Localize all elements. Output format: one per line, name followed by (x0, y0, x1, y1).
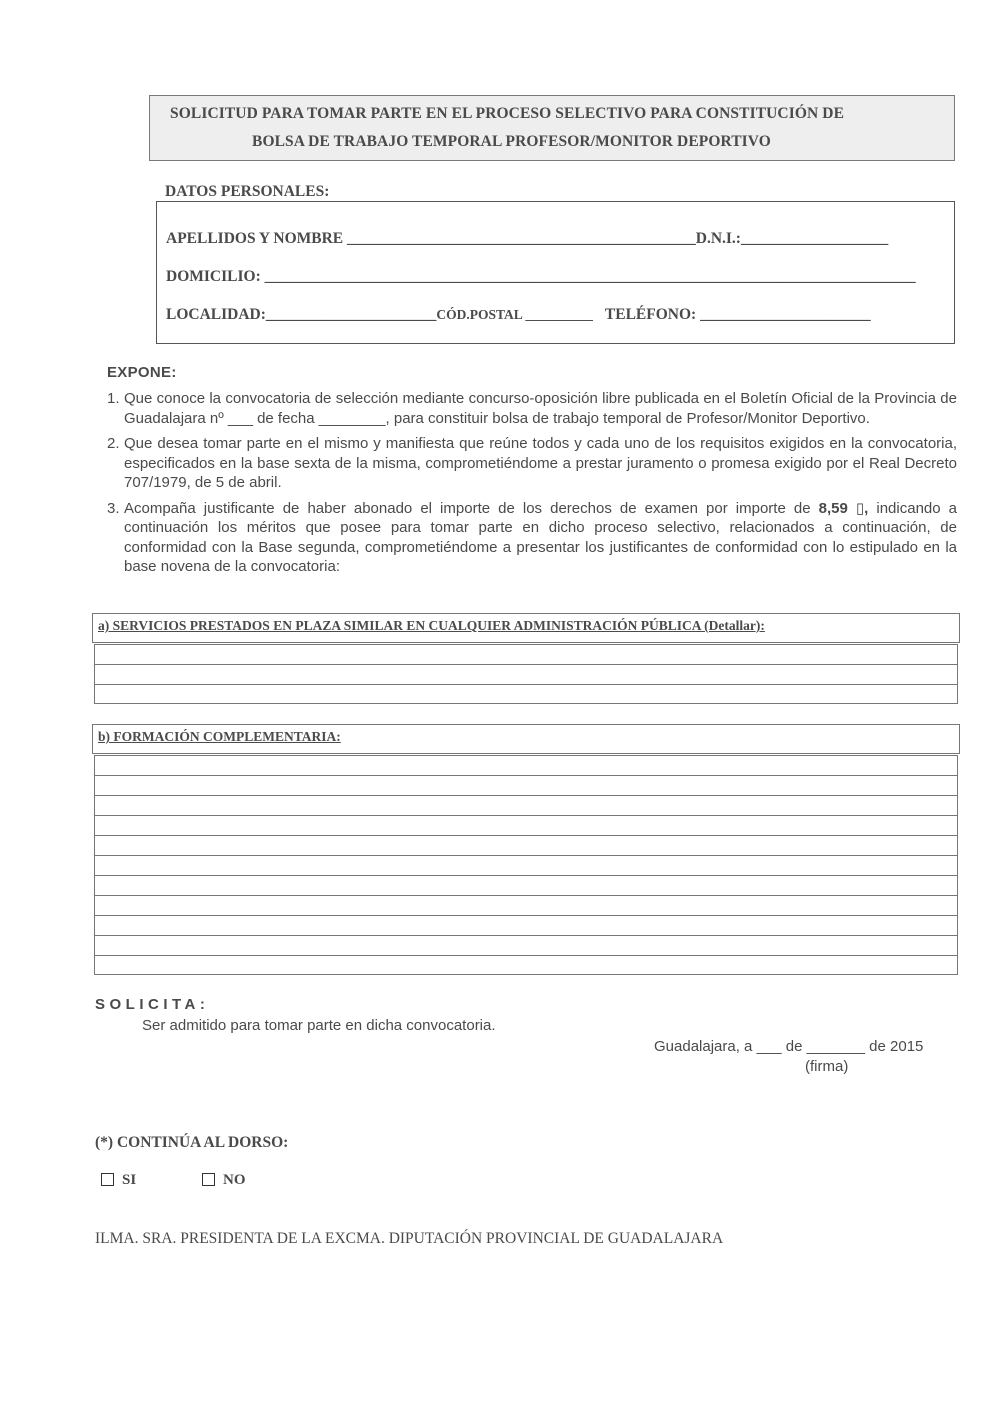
section-b-line[interactable] (95, 856, 957, 876)
section-a-lines[interactable] (94, 644, 958, 704)
localidad-row (166, 306, 871, 324)
apellidos-row (166, 230, 888, 248)
datos-personales-label: DATOS PERSONALES: (165, 183, 330, 200)
section-a-header: a) SERVICIOS PRESTADOS EN PLAZA SIMILAR EN CUALQUIER ADMINISTRACIÓN PÚBLICA (Detallar): (92, 613, 960, 643)
section-b-line[interactable] (95, 876, 957, 896)
section-a-line[interactable] (95, 665, 957, 685)
continua-dorso-label: (*) CONTINÚA AL DORSO: (95, 1134, 289, 1151)
no-checkbox[interactable] (202, 1173, 215, 1186)
expone-item-3-text: Acompaña justificante de haber abonado el importe de los derechos de examen por importe de 8,59 ▯, indicando a continuación los méritos que posee para tomar parte en dicho proceso selectivo, relacionados a continuación, de conformidad con la Base segunda, comprometiéndome a presentar los justificantes de conformidad con lo estipulado en la base novena de la convocatoria: (124, 499, 957, 575)
expone-item-2-text: Que desea tomar parte en el mismo y manifiesta que reúne todos y cada uno de los requisitos exigidos en la convocatoria, especificados en la base sexta de la misma, comprometiéndome a prestar juramento o promesa exigido por el Real Decreto 707/1979, de 5 de abril. (124, 435, 957, 491)
no-label: NO (223, 1172, 246, 1188)
section-b-line[interactable] (95, 836, 957, 856)
expone-item-1: 1. Que conoce la convocatoria de selección mediante concurso-oposición libre publicada en el Boletín Oficial de la Provincia de Guadalajara nº ___ de fecha ________, para constituir bolsa de trabajo temporal de Profesor/Monitor Deportivo. (107, 390, 957, 427)
section-b-line[interactable] (95, 936, 957, 956)
section-b-line[interactable] (95, 916, 957, 936)
form-title-line-2: BOLSA DE TRABAJO TEMPORAL PROFESOR/MONITOR DEPORTIVO (252, 133, 771, 150)
form-title-line-1: SOLICITUD PARA TOMAR PARTE EN EL PROCESO SELECTIVO PARA CONSTITUCIÓN DE (170, 105, 845, 122)
dni-field[interactable]: D.N.I.:___________________ (695, 230, 889, 247)
domicilio-row (166, 268, 916, 286)
addressee-footer: ILMA. SRA. PRESIDENTA DE LA EXCMA. DIPUTACIÓN PROVINCIAL DE GUADALAJARA (95, 1230, 724, 1247)
expone-item-1-text: Que conoce la convocatoria de selección mediante concurso-oposición libre publicada en el Boletín Oficial de la Provincia de Guadalajara nº ___ de fecha ________, para constituir bolsa de trabajo temporal de Profesor/Monitor Deportivo. (124, 390, 957, 427)
section-a-line[interactable] (95, 645, 957, 665)
firma-label: (firma) (805, 1058, 849, 1075)
exam-fee-amount: 8,59 ▯, (818, 499, 869, 517)
expone-label: EXPONE: (107, 364, 177, 381)
section-b-lines[interactable] (94, 755, 958, 975)
section-b-line[interactable] (95, 816, 957, 836)
datos-personales-box (156, 201, 955, 344)
expone-item-2: 2. Que desea tomar parte en el mismo y manifiesta que reúne todos y cada uno de los requisitos exigidos en la convocatoria, especificados en la base sexta de la misma, comprometiéndome a prestar juramento o promesa exigido por el Real Decreto 707/1979, de 5 de abril. (107, 435, 957, 491)
expone-item-3: 3. Acompaña justificante de haber abonado el importe de los derechos de examen por importe de 8,59 ▯, indicando a continuación los méritos que posee para tomar parte en dicho proceso selectivo, relacionados a continuación, de conformidad con la Base segunda, comprometiéndome a presentar los justificantes de conformidad con lo estipulado en la base novena de la convocatoria: (107, 499, 957, 575)
telefono-field[interactable]: TELÉFONO: ______________________ (604, 306, 871, 323)
section-b-header: b) FORMACIÓN COMPLEMENTARIA: (92, 724, 960, 754)
date-line[interactable]: Guadalajara, a ___ de _______ de 2015 (654, 1038, 924, 1055)
section-b-line[interactable] (95, 896, 957, 916)
apellidos-nombre-field[interactable]: APELLIDOS Y NOMBRE _____________________________________________ (166, 230, 696, 247)
cod-postal-field[interactable]: CÓD.POSTAL __________ (436, 307, 593, 322)
section-b-line[interactable] (95, 956, 957, 976)
section-b-line[interactable] (95, 776, 957, 796)
domicilio-field[interactable]: DOMICILIO: ____________________________________________________________________________________ (166, 268, 916, 285)
section-b-line[interactable] (95, 796, 957, 816)
si-label: SI (122, 1172, 137, 1188)
si-checkbox[interactable] (101, 1173, 114, 1186)
section-b-line[interactable] (95, 756, 957, 776)
solicita-text: Ser admitido para tomar parte en dicha convocatoria. (142, 1017, 496, 1034)
solicita-label: SOLICITA: (95, 996, 210, 1013)
expone-list (107, 389, 957, 583)
localidad-field[interactable]: LOCALIDAD:______________________ (166, 306, 437, 323)
section-a-line[interactable] (95, 685, 957, 705)
form-title-box (149, 95, 955, 161)
